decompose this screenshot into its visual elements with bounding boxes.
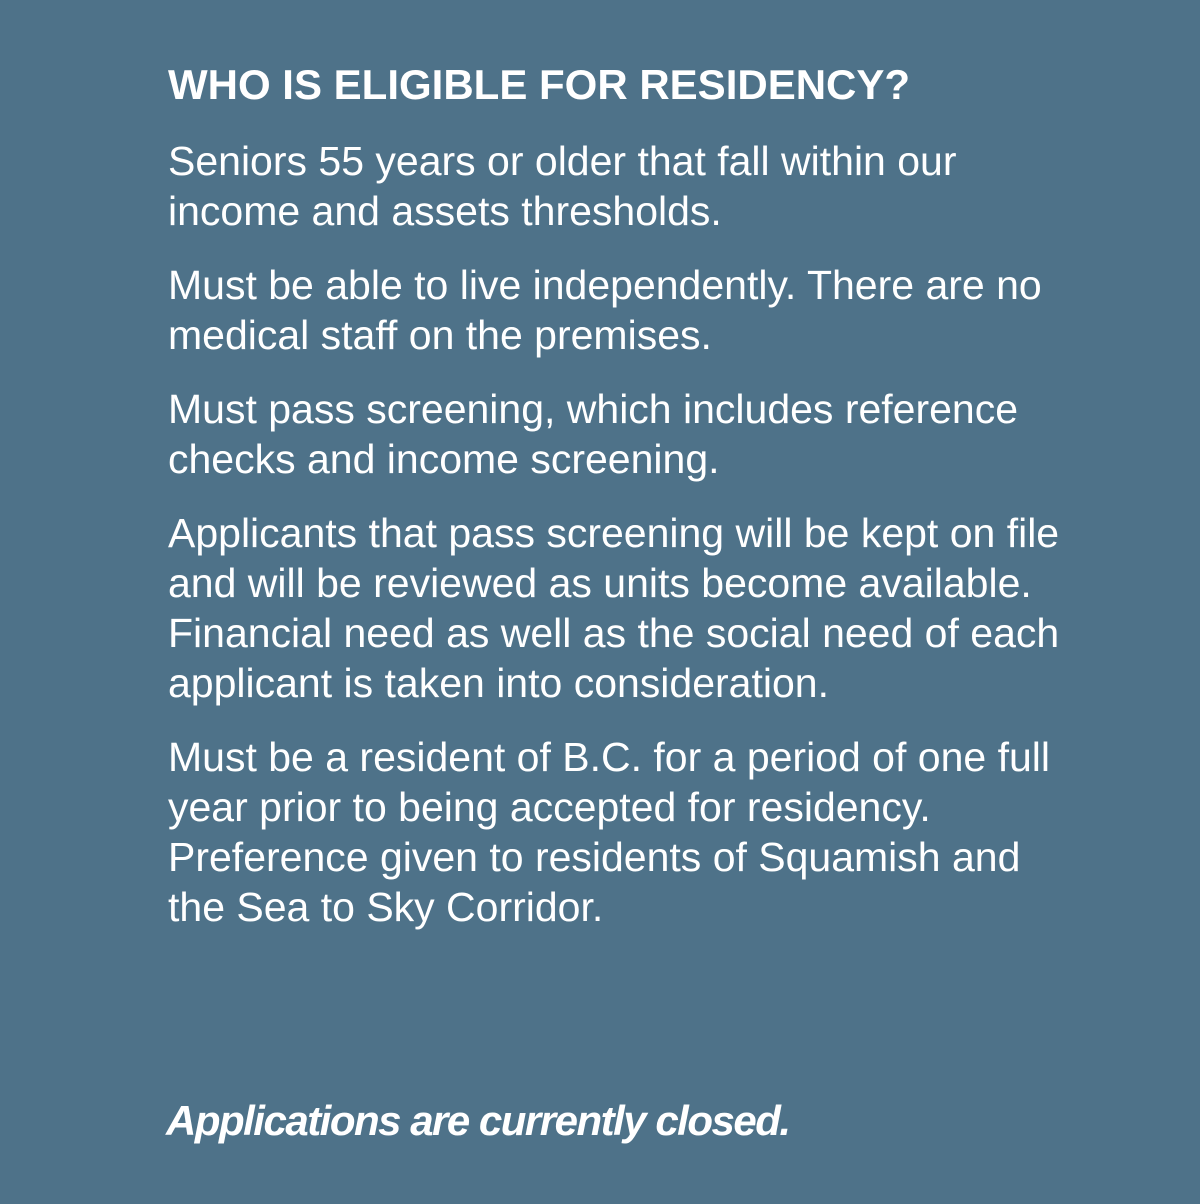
independent-living-requirement-text: Must be able to live independently. There are no medical staff on the premises. xyxy=(168,262,1042,358)
application-review-text: Applicants that pass screening will be kept on file and will be reviewed as units become available. Financial need as well as the social need of each applicant is taken into consideration. xyxy=(168,510,1060,706)
applications-closed-notice: Applications are currently closed. xyxy=(166,1097,790,1144)
age-income-eligibility-text: Seniors 55 years or older that fall within our income and assets thresholds. xyxy=(168,138,957,234)
eligibility-content xyxy=(168,58,1068,956)
residency-requirement-text: Must be a resident of B.C. for a period of one full year prior to being accepted for residency. Preference given to residents of Squamish and the Sea to Sky Corridor. xyxy=(168,734,1050,930)
screening-requirement-text: Must pass screening, which includes reference checks and income screening. xyxy=(168,386,1019,482)
eligibility-heading: WHO IS ELIGIBLE FOR RESIDENCY? xyxy=(168,61,911,108)
